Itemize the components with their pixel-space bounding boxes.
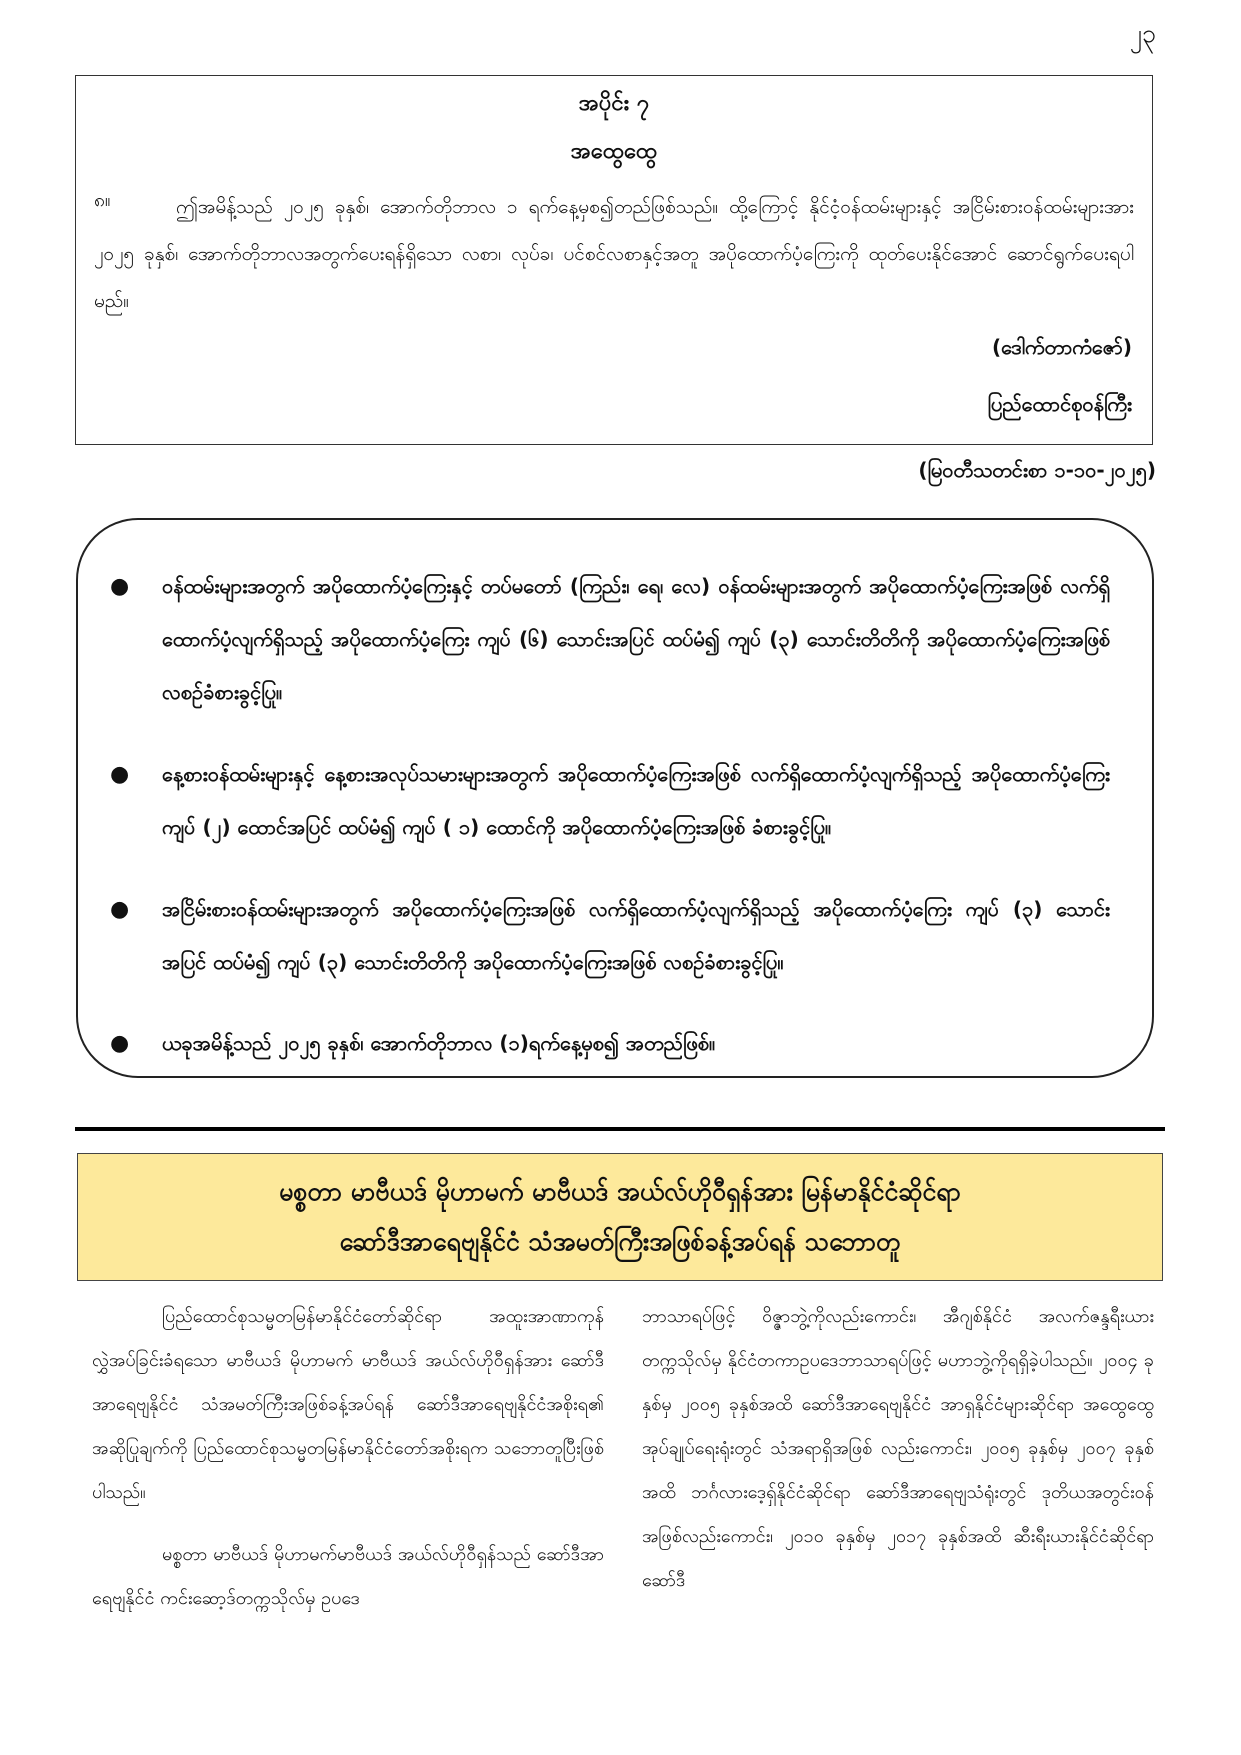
headline-line-1: မစ္စတာ မာဗီယဒ် မိုဟာမက် မာဗီယဒ် အယ်လ်ဟိုဝီရှန်အား မြန်မာနိုင်ငံဆိုင်ရာ <box>279 1177 961 1206</box>
bullet-dot-icon: ● <box>110 574 130 599</box>
bullet-text: နေ့စားဝန်ထမ်းများနှင့် နေ့စားအလုပ်သမားများအတွက် အပိုထောက်ပံ့ကြေးအဖြစ် လက်ရှိထောက်ပံ့လျက်ရှိသည့် အပိုထောက်ပံ့ကြေး ကျပ် (၂) ထောင်အပြင် ထပ်မံ၍ ကျပ် ( ၁) ထောင်ကို အပိုထောက်ပံ့ကြေးအဖြစ် ခံစားခွင့်ပြု။ <box>162 762 1110 839</box>
section-heading: အထွေထွေ <box>570 139 658 164</box>
bullet-text: ဝန်ထမ်းများအတွက် အပိုထောက်ပံ့ကြေးနှင့် တပ်မတော် (ကြည်း၊ ရေ၊ လေ) ဝန်ထမ်းများအတွက် အပိုထောက်ပံ့ကြေးအဖြစ် လက်ရှိထောက်ပံ့လျက်ရှိသည့် အပိုထောက်ပံ့ကြေး ကျပ် (၆) သောင်းအပြင် ထပ်မံ၍ ကျပ် (၃) သောင်းတိတိကို အပိုထောက်ပံ့ကြေးအဖြစ် လစဉ်ခံစားခွင့်ပြု။ <box>162 574 1110 704</box>
bullet-text: အငြိမ်းစားဝန်ထမ်းများအတွက် အပိုထောက်ပံ့ကြေးအဖြစ် လက်ရှိထောက်ပံ့လျက်ရှိသည့် အပိုထောက်ပံ့ကြေး ကျပ် (၃) သောင်းအပြင် ထပ်မံ၍ ကျပ် (၃) သောင်းတိတိကို အပိုထောက်ပံ့ကြေးအဖြစ် လစဉ်ခံစားခွင့်ပြု။ <box>162 897 1110 974</box>
article-column-left <box>92 1295 604 1639</box>
article-paragraph: မစ္စတာ မာဗီယဒ် မိုဟာမက်မာဗီယဒ် အယ်လ်ဟိုဝီရှန်သည် ဆော်ဒီအာရေဗျနိုင်ငံ ကင်းဆော့ဒ်တက္ကသိုလ်မှ ဥပဒေ <box>92 1544 604 1609</box>
article-paragraph: ပြည်ထောင်စုသမ္မတမြန်မာနိုင်ငံတော်ဆိုင်ရာ အထူးအာဏာကုန်လွှဲအပ်ခြင်းခံရသော မာဗီယဒ် မိုဟာမက် မာဗီယဒ် အယ်လ်ဟိုဝီရှန်အား ဆော်ဒီအာရေဗျနိုင်ငံ သံအမတ်ကြီးအဖြစ်ခန့်အပ်ရန် ဆော်ဒီအာရေဗျနိုင်ငံအစိုးရ၏ အဆိုပြုချက်ကို ပြည်ထောင်စုသမ္မတမြန်မာနိုင်ငံတော်အစိုးရက သဘောတူပြီးဖြစ်ပါသည်။ <box>92 1306 604 1503</box>
notice-paragraph: ဤအမိန့်သည် ၂၀၂၅ ခုနှစ်၊ အောက်တိုဘာလ ၁ ရက်နေ့မှစ၍တည်ဖြစ်သည်။ ထို့ကြောင့် နိုင်ငံ့ဝန်ထမ်းများနှင့် အငြိမ်းစားဝန်ထမ်းများအား ၂၀၂၅ ခုနှစ်၊ အောက်တိုဘာလအတွက်ပေးရန်ရှိသော လစာ၊ လုပ်ခ၊ ပင်စင်လစာနှင့်အတူ အပိုထောက်ပံ့ကြေးကို ထုတ်ပေးနိုင်အောင် ဆောင်ရွက်ပေးရပါမည်။ <box>94 196 1134 312</box>
gazette-reference: (မြဝတီသတင်းစာ ၁-၁၀-၂၀၂၅) <box>918 458 1156 482</box>
article-column-right <box>642 1295 1154 1621</box>
article-paragraph: ဘာသာရပ်ဖြင့် ဝိဇ္ဇာဘွဲ့ကိုလည်းကောင်း၊ အီဂျစ်နိုင်ငံ အလက်ဇန္ဒရီးယားတက္ကသိုလ်မှ နိုင်ငံတကာဥပဒေဘာသာရပ်ဖြင့် မဟာဘွဲ့ကိုရရှိခဲ့ပါသည်။ ၂၀၀၄ ခုနှစ်မှ ၂၀၀၅ ခုနှစ်အထိ ဆော်ဒီအာရေဗျနိုင်ငံ အာရှနိုင်ငံများဆိုင်ရာ အထွေထွေအုပ်ချုပ်ရေးရုံးတွင် သံအရာရှိအဖြစ် လည်းကောင်း၊ ၂၀၀၅ ခုနှစ်မှ ၂၀၀၇ ခုနှစ်အထိ ဘင်္ဂလားဒေ့ရှ်နိုင်ငံဆိုင်ရာ ဆော်ဒီအာရေဗျသံရုံးတွင် ဒုတိယအတွင်းဝန်အဖြစ်လည်းကောင်း၊ ၂၀၁၀ ခုနှစ်မှ ၂၀၁၇ ခုနှစ်အထိ ဆီးရီးယားနိုင်ငံဆိုင်ရာ ဆော်ဒီ <box>642 1306 1154 1591</box>
paragraph-number: ၈။ <box>94 189 111 211</box>
section-divider <box>75 1127 1165 1131</box>
summary-bullet <box>110 748 1110 854</box>
notice-box <box>75 75 1153 445</box>
summary-bullet <box>110 883 1110 989</box>
page-number: ၂၃ <box>1129 19 1156 48</box>
bullet-dot-icon: ● <box>110 762 130 787</box>
signatory-name: (ဒေါက်တာကံဇော်) <box>991 335 1132 359</box>
summary-bullet <box>110 1017 1110 1070</box>
bullet-dot-icon: ● <box>110 897 130 922</box>
bullet-text: ယခုအမိန့်သည် ၂၀၂၅ ခုနှစ်၊ အောက်တိုဘာလ (၁)ရက်နေ့မှစ၍ အတည်ဖြစ်။ <box>162 1031 716 1055</box>
bullet-dot-icon: ● <box>110 1031 130 1056</box>
headline-line-2: ဆော်ဒီအာရေဗျနိုင်ငံ သံအမတ်ကြီးအဖြစ်ခန့်အပ်ရန် သဘောတူ <box>339 1227 901 1256</box>
part-heading: အပိုင်း ၇ <box>578 91 650 116</box>
summary-box <box>76 518 1154 1078</box>
headline-banner <box>77 1153 1163 1281</box>
signatory-title: ပြည်ထောင်စုဝန်ကြီး <box>987 392 1132 416</box>
summary-bullet <box>110 560 1110 719</box>
